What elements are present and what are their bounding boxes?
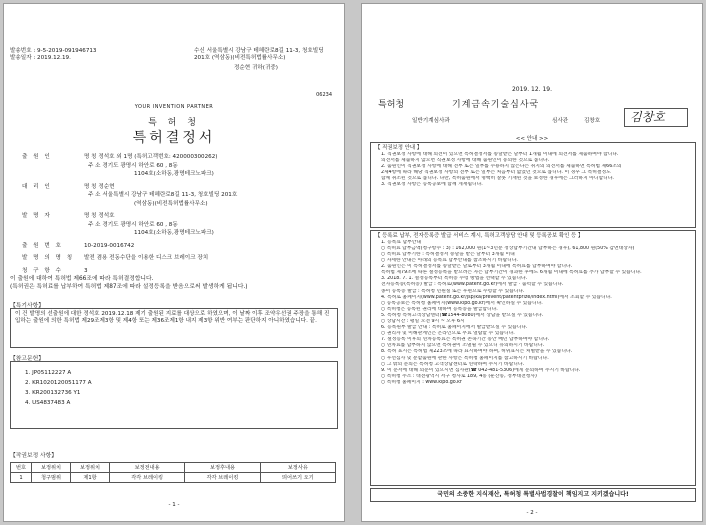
guide-line: ○ 자세한 안내는 아래의 등록료 납부안내를 참조하시기 바랍니다. bbox=[381, 258, 518, 264]
page-number: - 1 - bbox=[168, 502, 180, 508]
guide-line: 3. 2018. 7. 1. 설정등록부터 특허증 수령 방법을 선택할 수 있습니다. bbox=[381, 276, 528, 282]
partner-slogan: YOUR INVENTION PARTNER bbox=[134, 104, 214, 110]
table-cell: 1 bbox=[11, 473, 32, 483]
field-value-line: 주 소 경기도 광명시 하안로 60 , 8동 bbox=[88, 221, 178, 228]
issue-date: 2019. 12. 19. bbox=[511, 86, 553, 93]
office-name: 특 허 청 bbox=[148, 118, 200, 128]
recipient-block bbox=[194, 48, 334, 72]
dispatch-meta bbox=[10, 48, 97, 62]
guide-line: 1. 직권보정 사항에 대해 의견이 있으면 특허결정서를 송달받은 날부터 1개월 이내에 의견서를 제출하여야 합니다. bbox=[381, 151, 619, 157]
recipient-label: 수신 bbox=[194, 48, 205, 54]
amendment-guide-title: 【 직권보정 안내 】 bbox=[375, 145, 423, 151]
guide-line: ○ 연차료를 납부하지 않으면 특허권이 소멸될 수 있으니 유의하시기 바랍니다. bbox=[381, 343, 545, 349]
guide-line: 특허법 제79조에 따른 설정등록을 받으려는 자는 납부기간이 경과한 후에도 6개월 이내에 특허료를 추가 납부할 수 있습니다. bbox=[381, 270, 642, 276]
field-value-line: (역삼동)(비전특허법률사무소) bbox=[134, 200, 208, 207]
ref-item: 4. US4837483 A bbox=[25, 400, 71, 406]
table-cell: 각각 브레이킹 bbox=[110, 473, 185, 483]
postal-code: 06234 bbox=[316, 92, 332, 98]
field-value: 10-2019-0016742 bbox=[84, 242, 135, 249]
guide-line: ○ 상담시간 : 평일 오전 9시 ~ 오후 6시 bbox=[381, 319, 465, 325]
guide-line: 9. 이 문서에 대해 의문이 있으시면 심사관(☎ 042-481-5306)에게 문의하여 주시기 바랍니다. bbox=[381, 367, 581, 373]
decision-note: 이 출원에 대하여 특허법 제66조에 따라 특허결정합니다. bbox=[10, 276, 154, 282]
amendment-table bbox=[10, 462, 336, 483]
table-header: 보정전내용 bbox=[110, 463, 185, 473]
field-label: 청 구 항 수 bbox=[22, 267, 63, 274]
guide-line: ○ 등록공보는 특허청 홈페이지(www.kipo.go.kr)에서 확인하실 수 있습니다. bbox=[381, 300, 543, 306]
field-value-line: 1104호(소하동,광명테크노파크) bbox=[134, 171, 214, 177]
special-text: 이 건 발명의 선출원에 대한 정석호 2019.12.18 제기 출원된 지료를 대상으로 하였으며, 이 날짜 이후 조약우선권 주장을 통해 진입하는 출원에 의한 특허법 제29조제3항 및 제4항 또는 제36조제1항 내지 제3항 위반 여부는 판단하지 아니하였습니다. 끝. bbox=[15, 311, 330, 325]
department-name: 일반기계심사과 bbox=[412, 118, 450, 124]
field-label: 발 명 자 bbox=[22, 213, 52, 219]
ref-item: 2. KR1020120051177 A bbox=[25, 380, 92, 386]
table-header: 보정사유 bbox=[260, 463, 335, 473]
registration-guide-lines bbox=[371, 240, 695, 386]
guide-line: ○ 특허청 주소 : 대전광역시 서구 청사로 189, 4동 (둔산동, 정부대전청사) bbox=[381, 373, 537, 379]
table-title: 【작권보정 사항】 bbox=[10, 453, 58, 459]
field-value: 3 bbox=[84, 267, 88, 274]
guide-line: 종이 등록증 발급 : 특허청 민원실 또는 우편으로 수령할 수 있습니다. bbox=[381, 288, 525, 294]
special-box bbox=[10, 308, 338, 348]
table-header: 번호 bbox=[11, 463, 32, 473]
guide-line: 8. 특허 표시는 특허법 제223조에 따라 표시하여야 하며, 허위표시는 처벌받을 수 있습니다. bbox=[381, 349, 573, 355]
table-cell: 청구범위 bbox=[32, 473, 71, 483]
table-cell: 각각 브레이킹 bbox=[185, 473, 260, 483]
table-cell: 제1항 bbox=[71, 473, 110, 483]
table-header: 보정후내용 bbox=[185, 463, 260, 473]
field-value-line: 1104호(소하동,광명테크노파크) bbox=[134, 230, 214, 236]
slogan-banner bbox=[370, 488, 696, 502]
table-header: 보정위치 bbox=[71, 463, 110, 473]
field-label: 출 원 인 bbox=[22, 154, 52, 160]
table-header: 보정위치 bbox=[32, 463, 71, 473]
page-number: - 2 - bbox=[526, 510, 538, 516]
field-value: 명 칭 정석호 외 1명 (특허고객번호: 420000300262) bbox=[84, 154, 218, 160]
fee-note: (특허권은 특허료를 납부하여 특허법 제87조에 따라 설정등록을 받음으로써 발생하게 됩니다.) bbox=[10, 284, 248, 290]
registration-guide-title: 【 등록료 납부, 전자등록증 발급 서비스 계시, 특허고객상담 안내 및 등록공보 확인 등 】 bbox=[375, 233, 584, 239]
guide-line: 3. 직권보정 사항은 등록공보에 함께 게재됩니다. bbox=[381, 182, 483, 188]
guide-line: 2. 출원인이 직권보정 사항에 대해 전부 또는 일부를 수용하지 않는다는 취지의 의견서를 제출하면 특허법 제66조의 bbox=[381, 163, 622, 169]
field-value-line: 주 소 서울특별시 강남구 테헤란로8길 11-3, 청호빌딩 201호 bbox=[88, 192, 238, 198]
guide-line: ○ 특허료 납부기한 : 특허결정서 송달을 받은 날부터 3개월 이내 bbox=[381, 251, 515, 257]
field-value: 명 칭 정순현 bbox=[84, 183, 115, 190]
guide-line: 전자등록증(특허증) 발급 : 특허로(www.patent.go.kr)에서 발급 · 출력할 수 있습니다. bbox=[381, 282, 564, 288]
guide-line: ○ 그 밖의 문의는 특허청 고객상담센터로 연락하여 주시기 바랍니다. bbox=[381, 361, 525, 367]
guide-line: 5. 특허청 특허고객상담센터(☎1544-8080)에서 상담을 받으실 수 있습니다. bbox=[381, 312, 544, 318]
guide-line: ○ 특허청은 등록된 권리에 대하여 등록증을 발급합니다. bbox=[381, 306, 498, 312]
amendment-guide-lines bbox=[371, 152, 695, 189]
ref-item: 3. KR200132736 Y1 bbox=[25, 390, 81, 396]
examiner-name: 김창호 bbox=[584, 118, 601, 124]
table-row bbox=[11, 473, 336, 483]
guide-line: 7. 설정등록 이후의 연차등록료는 특허권 존속기간 동안 매년 납부하여야 합니다. bbox=[381, 337, 550, 343]
guide-line: 6. 등록원부 발급 안내 : 특허로 홈페이지에서 발급받으실 수 있습니다. bbox=[381, 325, 528, 331]
field-row bbox=[22, 213, 115, 220]
guide-line: 1. 등록료 납부안내 bbox=[381, 239, 422, 245]
examiner-label: 심사관 bbox=[552, 118, 569, 124]
recipient-address: 서울특별시 강남구 테헤란로8길 11-3, 청호빌딩 201호 (역삼동)(비전특허법률사무소) bbox=[194, 48, 324, 61]
field-label: 대 리 인 bbox=[22, 183, 52, 190]
guide-line: ○ 특허청 홈페이지 : www.kipo.go.kr bbox=[381, 379, 462, 385]
field-row bbox=[22, 243, 134, 250]
guide-line: 4. 특허로 홈페이지(www.patent.go.kr/jsp/ka/prevent/patentprize/index.html)에서 조회할 수 있습니다. bbox=[381, 294, 612, 300]
dispatch-number: 발송번호 : 9-5-2019-091946713 bbox=[10, 48, 97, 54]
table-cell: 띄어쓰기 오기 bbox=[260, 473, 335, 483]
refs-title: 【참고문헌】 bbox=[10, 356, 44, 362]
slogan-text: 국민의 소중한 지식재산, 특허청 특별사법경찰이 책임지고 지키겠습니다! bbox=[437, 491, 629, 498]
field-row bbox=[22, 154, 217, 161]
examiner-signature: 김창호 bbox=[630, 110, 665, 124]
bureau-name: 기계금속기술심사국 bbox=[452, 100, 540, 110]
page-2 bbox=[362, 4, 702, 521]
field-row bbox=[22, 184, 115, 191]
refs-box bbox=[10, 361, 338, 429]
guide-title: << 안내 >> bbox=[515, 136, 549, 142]
guide-line: 2제4항에 따라 해당 직권보정 사항의 전부 또는 일부는 처음부터 없었던 것으로 봅니다. 이 경우 그 특허결정도 bbox=[381, 170, 611, 176]
field-value: 발전 겸용 전동수단을 이용한 디스크 브레이크 장치 bbox=[84, 255, 209, 261]
field-row bbox=[22, 268, 88, 275]
recipient-attn: 정순현 귀하(귀중) bbox=[234, 65, 278, 71]
guide-line: 의견서를 제출하지 않으면 직권보정 사항에 대해 출원인이 동의한 것으로 봅니다. bbox=[381, 157, 550, 163]
ref-item: 1. JP05112227 A bbox=[25, 370, 72, 376]
field-value-line: 주 소 경기도 광명시 하안로 60 , 8동 bbox=[88, 162, 178, 169]
office-name: 특허청 bbox=[378, 100, 405, 110]
guide-line: ○ 우선심사 및 분할출원에 관한 사항은 특허청 홈페이지를 참고하시기 바랍니다. bbox=[381, 355, 549, 361]
field-row bbox=[22, 255, 208, 262]
table-header-row bbox=[11, 463, 336, 473]
guide-line: 2. 출원인은 이 특허결정서를 송달받은 날로부터 3개월 이내에 특허료를 납부하여야 합니다. bbox=[381, 264, 573, 270]
guide-line: ○ 특허료 납부금액(청구항수 : 3) : 162,000 원(1~3년분 정상납부기간내 납부하는 경우), 61,800 원(50% 감면대상자) bbox=[381, 245, 635, 251]
page-1 bbox=[4, 4, 344, 521]
special-title: 【특기사항】 bbox=[10, 303, 44, 309]
guide-line: ○ 권리자 및 이해관계인은 온라인으로 무료 열람할 수 있습니다. bbox=[381, 331, 515, 337]
document-title: 특허결정서 bbox=[132, 130, 216, 146]
guide-line: 함께 취소된 것으로 봅니다. 다만, 특허출원에서 명백히 잘못 기재된 것을 보정한 경우에는 그러하지 아니합니다. bbox=[381, 176, 614, 182]
amendment-guide-box bbox=[370, 142, 696, 228]
dispatch-date: 발송일자 : 2019.12.19. bbox=[10, 55, 71, 61]
field-value: 명 칭 정석호 bbox=[84, 213, 115, 219]
field-label: 발 명 의 명 칭 bbox=[22, 255, 75, 261]
registration-guide-box bbox=[370, 230, 696, 486]
field-label: 출 원 번 호 bbox=[22, 242, 63, 249]
